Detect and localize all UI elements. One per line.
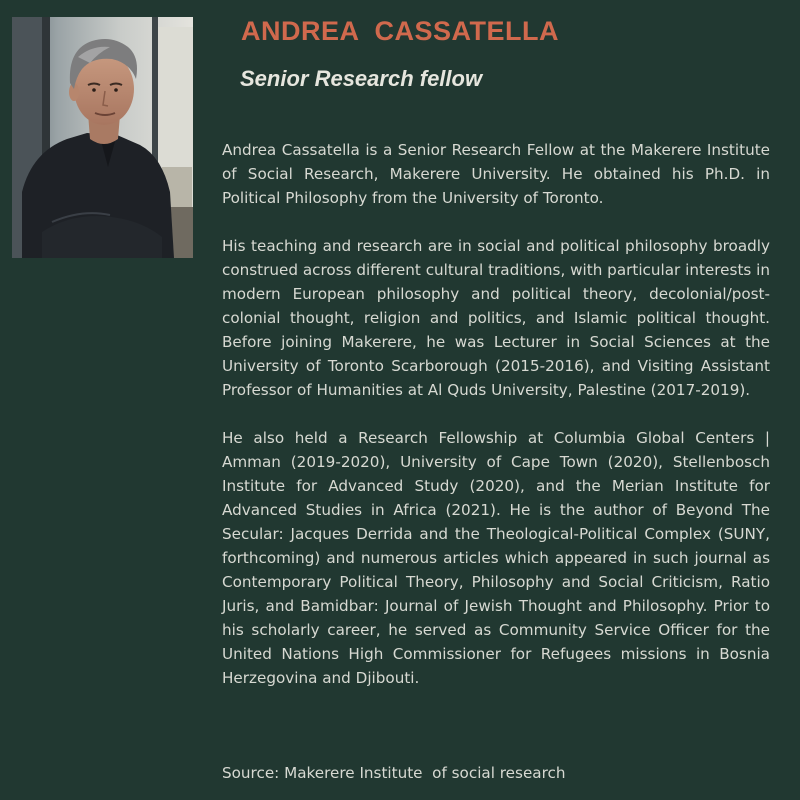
person-name: ANDREA CASSATELLA	[241, 16, 559, 46]
bio-paragraph: Andrea Cassatella is a Senior Research Fellow at the Makerere Institute of Social Research, Makerere University. He obtained his Ph.D. in Political Philosophy from the University of Toronto.	[222, 141, 770, 207]
profile-photo	[12, 17, 193, 258]
source-credit: Source: Makerere Institute of social research	[222, 764, 566, 782]
person-role: Senior Research fellow	[240, 66, 483, 91]
bio-paragraph: His teaching and research are in social and political philosophy broadly construed across different cultural traditions, with particular interests in modern European philosophy and political theory, decolonial/post-colonial thought, religion and politics, and Islamic political thought. Before joining Makerere, he was Lecturer in Social Sciences at the University of Toronto Scarborough (2015-2016), and Visiting Assistant Professor of Humanities at Al Quds University, Palestine (2017-2019).	[222, 237, 770, 399]
biography	[222, 138, 770, 714]
bio-paragraph: He also held a Research Fellowship at Columbia Global Centers | Amman (2019-2020), University of Cape Town (2020), Stellenbosch Institute for Advanced Study (2020), and the Merian Institute for Advanced Studies in Africa (2021). He is the author of Beyond The Secular: Jacques Derrida and the Theological-Political Complex (SUNY, forthcoming) and numerous articles which appeared in such journal as Contemporary Political Theory, Philosophy and Social Criticism, Ratio Juris, and Bamidbar: Journal of Jewish Thought and Philosophy. Prior to his scholarly career, he served as Community Service Officer for the United Nations High Commissioner for Refugees missions in Bosnia Herzegovina and Djibouti.	[222, 429, 770, 687]
